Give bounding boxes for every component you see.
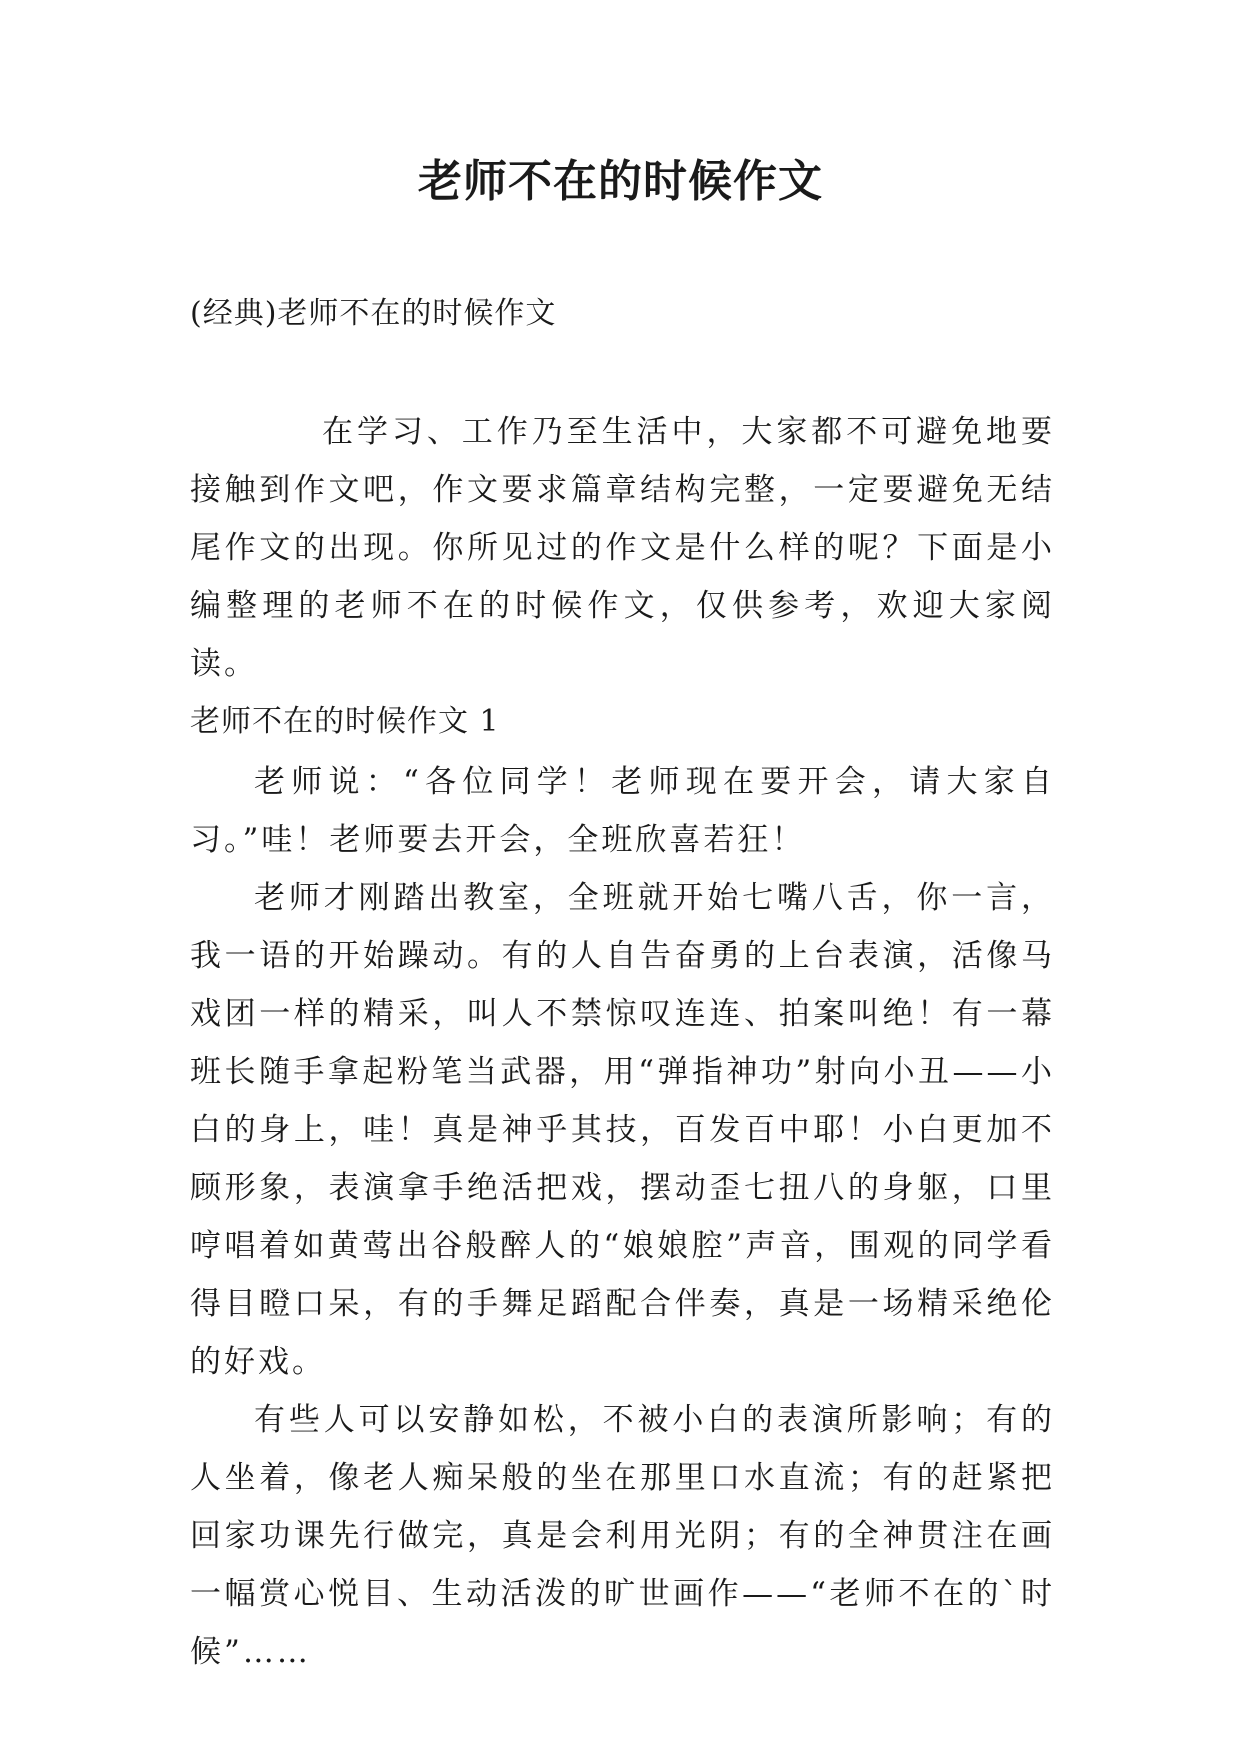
essay-body [190, 753, 1055, 1681]
essay-paragraph-3: 有些人可以安静如松，不被小白的表演所影响；有的人坐着，像老人痴呆般的坐在那里口水直流；有的赶紧把回家功课先行做完，真是会利用光阴；有的全神贯注在画一幅赏心悦目、生动活泼的旷世画作——“老师不在的`时候”…… [190, 1402, 1055, 1670]
document-subtitle: (经典)老师不在的时候作文 [190, 296, 557, 331]
document-title: 老师不在的时候作文 [418, 156, 823, 207]
essay-paragraph-1: 老师说：“各位同学！老师现在要开会，请大家自习。”哇！老师要去开会，全班欣喜若狂！ [190, 764, 1055, 858]
intro-paragraph: 在学习、工作乃至生活中，大家都不可避免地要接触到作文吧，作文要求篇章结构完整，一定要避免无结尾作文的出现。你所见过的作文是什么样的呢？下面是小编整理的老师不在的时候作文，仅供参考，欢迎大家阅读。 [190, 414, 1055, 682]
section-heading: 老师不在的时候作文 1 [190, 704, 500, 739]
essay-paragraph-2: 老师才刚踏出教室，全班就开始七嘴八舌，你一言，我一语的开始躁动。有的人自告奋勇的上台表演，活像马戏团一样的精采，叫人不禁惊叹连连、拍案叫绝！有一幕班长随手拿起粉笔当武器，用“弹指神功”射向小丑——小白的身上，哇！真是神乎其技，百发百中耶！小白更加不顾形象，表演拿手绝活把戏，摆动歪七扭八的身躯，口里哼唱着如黄莺出谷般醉人的“娘娘腔”声音，围观的同学看得目瞪口呆，有的手舞足蹈配合伴奏，真是一场精采绝伦的好戏。 [190, 880, 1055, 1380]
